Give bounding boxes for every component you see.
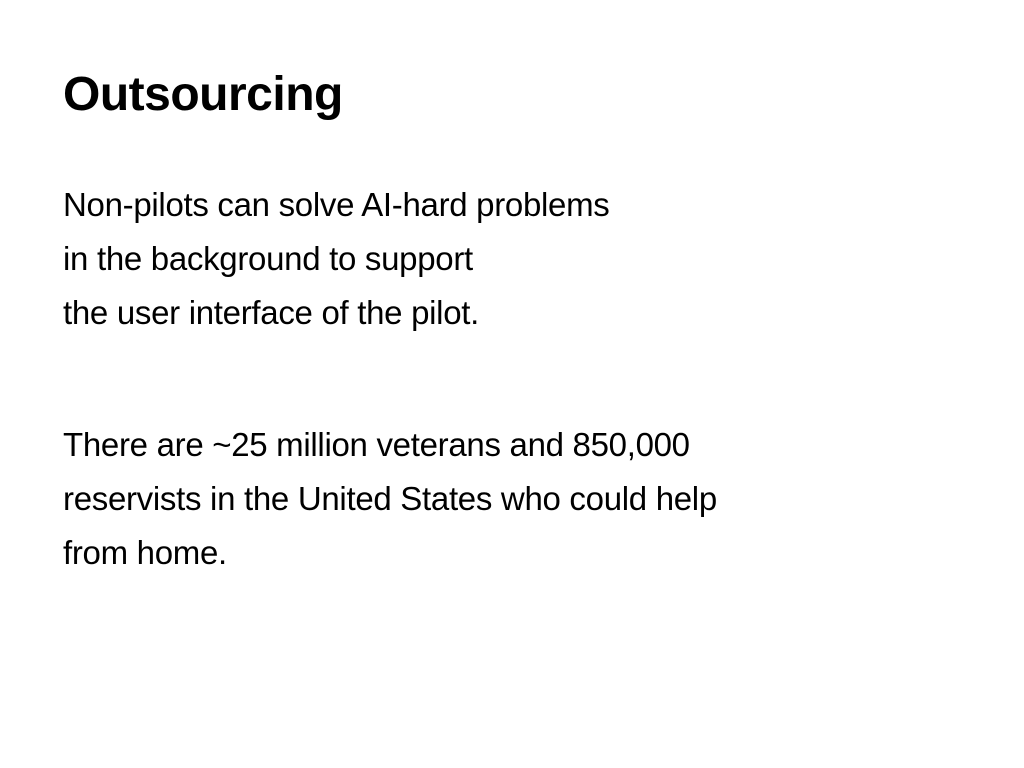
paragraph-line: in the background to support xyxy=(63,240,473,277)
paragraph-line: the user interface of the pilot. xyxy=(63,294,479,331)
paragraph-veterans-reservists xyxy=(63,418,717,580)
paragraph-line: Non-pilots can solve AI-hard problems xyxy=(63,186,610,223)
paragraph-line: from home. xyxy=(63,534,227,571)
paragraph-line: reservists in the United States who could help xyxy=(63,480,717,517)
paragraph-outsourcing-problems xyxy=(63,178,610,340)
paragraph-line: There are ~25 million veterans and 850,000 xyxy=(63,426,690,463)
slide-title: Outsourcing xyxy=(63,68,343,121)
